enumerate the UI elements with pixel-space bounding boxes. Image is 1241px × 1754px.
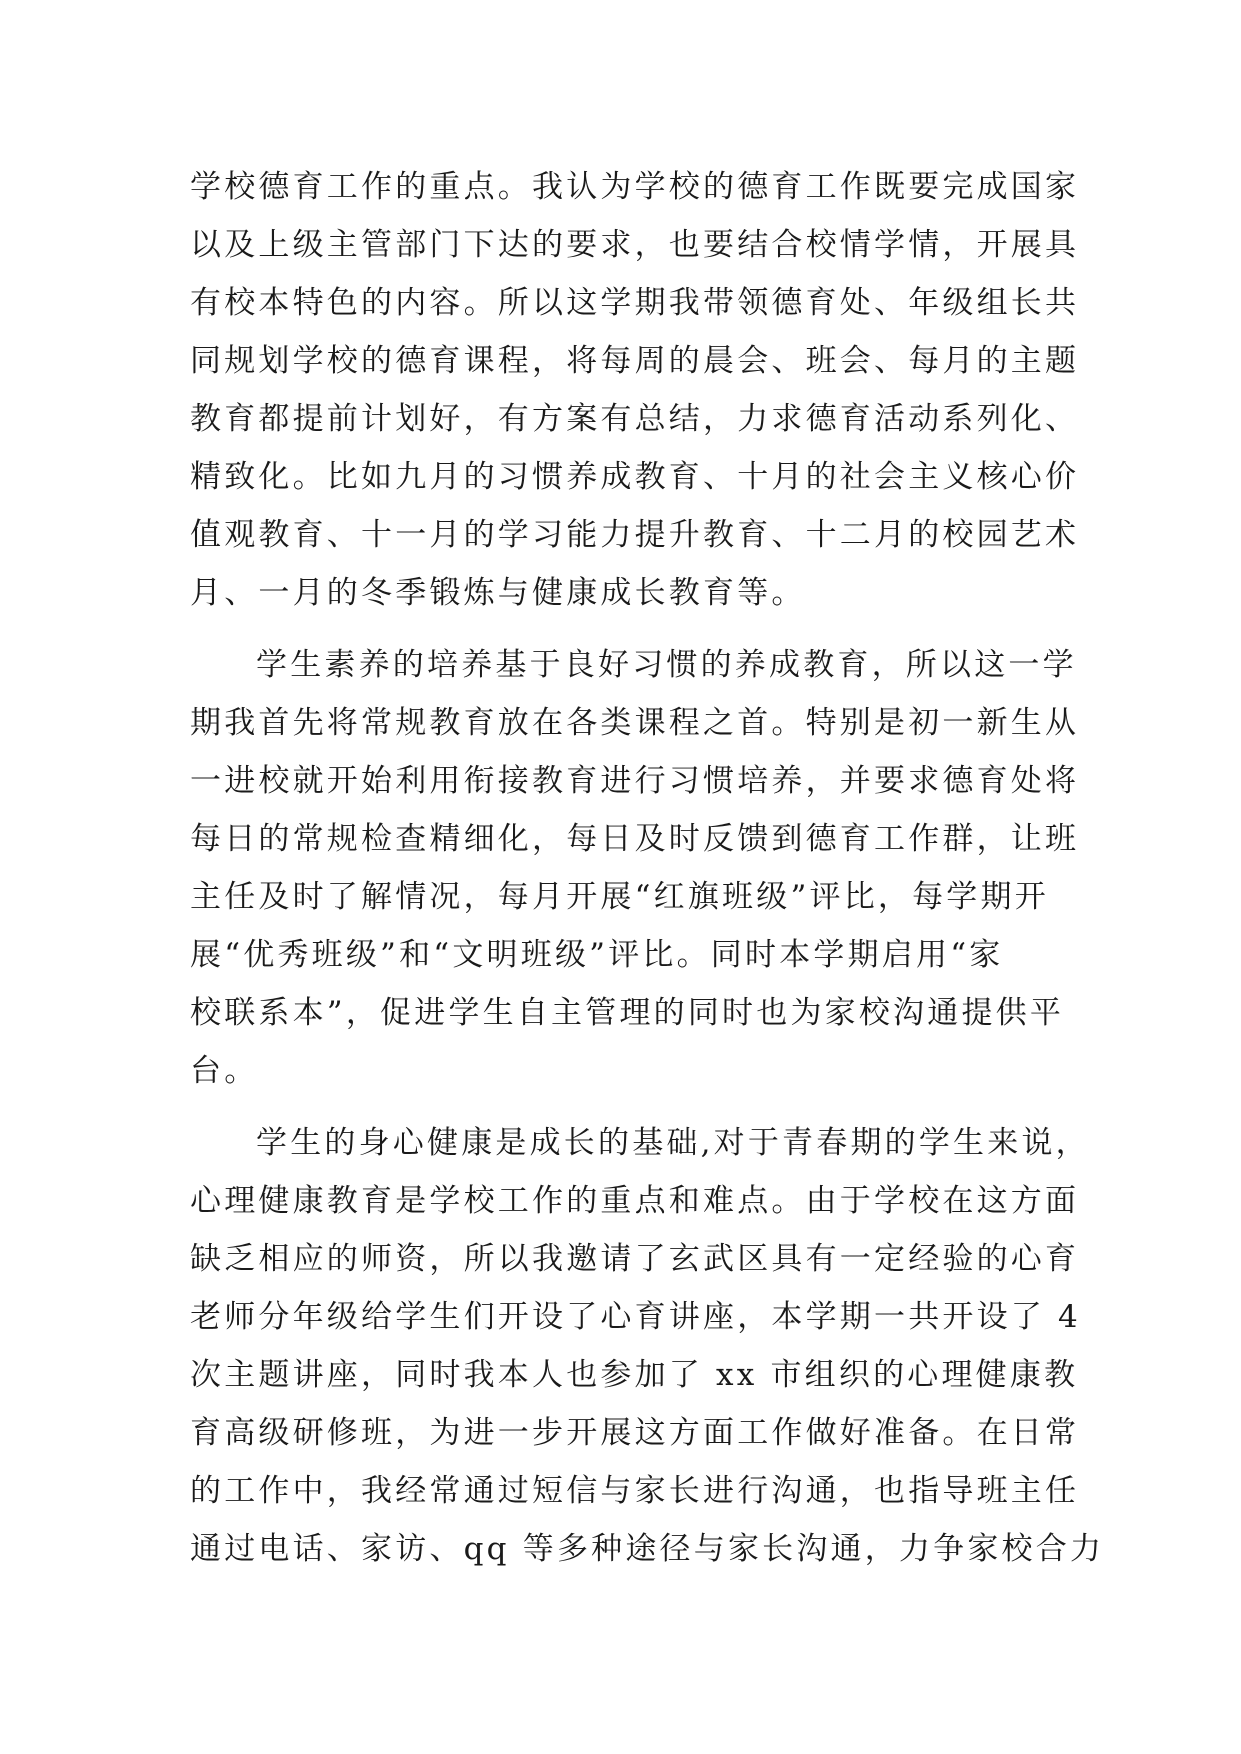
paragraph-1 (190, 158, 1080, 622)
text-line: 有校本特色的内容。所以这学期我带领德育处、年级组长共 (190, 285, 1080, 321)
text-line: 展“优秀班级”和“文明班级”评比。同时本学期启用“家 (190, 937, 1004, 973)
body-text (190, 158, 1105, 1578)
text-line: 缺乏相应的师资，所以我邀请了玄武区具有一定经验的心育 (190, 1241, 1080, 1277)
text-line: 校联系本”，促进学生自主管理的同时也为家校沟通提供平 (190, 995, 1065, 1031)
text-line: 学生的身心健康是成长的基础,对于青春期的学生来说， (256, 1125, 1090, 1161)
text-line: 月、一月的冬季锻炼与健康成长教育等。 (190, 575, 806, 611)
paragraph-gap (190, 1100, 1070, 1114)
text-line: 通过电话、家访、qq 等多种途径与家长沟通，力争家校合力 (190, 1531, 1105, 1567)
text-line: 次主题讲座，同时我本人也参加了 xx 市组织的心理健康教 (190, 1357, 1079, 1393)
text-line: 同规划学校的德育课程，将每周的晨会、班会、每月的主题 (190, 343, 1080, 379)
text-line: 一进校就开始利用衔接教育进行习惯培养，并要求德育处将 (190, 763, 1080, 799)
paragraph-3 (190, 1114, 1105, 1578)
text-line: 学生素养的培养基于良好习惯的养成教育，所以这一学 (256, 647, 1077, 683)
text-line: 教育都提前计划好，有方案有总结，力求德育活动系列化、 (190, 401, 1080, 437)
text-line: 老师分年级给学生们开设了心育讲座，本学期一共开设了 4 (190, 1299, 1081, 1335)
text-line: 以及上级主管部门下达的要求，也要结合校情学情，开展具 (190, 227, 1080, 263)
text-line: 主任及时了解情况，每月开展“红旗班级”评比，每学期开 (190, 879, 1049, 915)
text-line: 精致化。比如九月的习惯养成教育、十月的社会主义核心价 (190, 459, 1080, 495)
text-line: 育高级研修班，为进一步开展这方面工作做好准备。在日常 (190, 1415, 1080, 1451)
text-line: 心理健康教育是学校工作的重点和难点。由于学校在这方面 (190, 1183, 1080, 1219)
text-line: 的工作中，我经常通过短信与家长进行沟通，也指导班主任 (190, 1473, 1080, 1509)
text-line: 学校德育工作的重点。我认为学校的德育工作既要完成国家 (190, 169, 1080, 205)
paragraph-2 (190, 636, 1080, 1100)
text-line: 每日的常规检查精细化，每日及时反馈到德育工作群，让班 (190, 821, 1080, 857)
text-line: 值观教育、十一月的学习能力提升教育、十二月的校园艺术 (190, 517, 1080, 553)
text-line: 期我首先将常规教育放在各类课程之首。特别是初一新生从 (190, 705, 1080, 741)
text-line: 台。 (190, 1053, 259, 1089)
paragraph-gap (190, 622, 1070, 636)
